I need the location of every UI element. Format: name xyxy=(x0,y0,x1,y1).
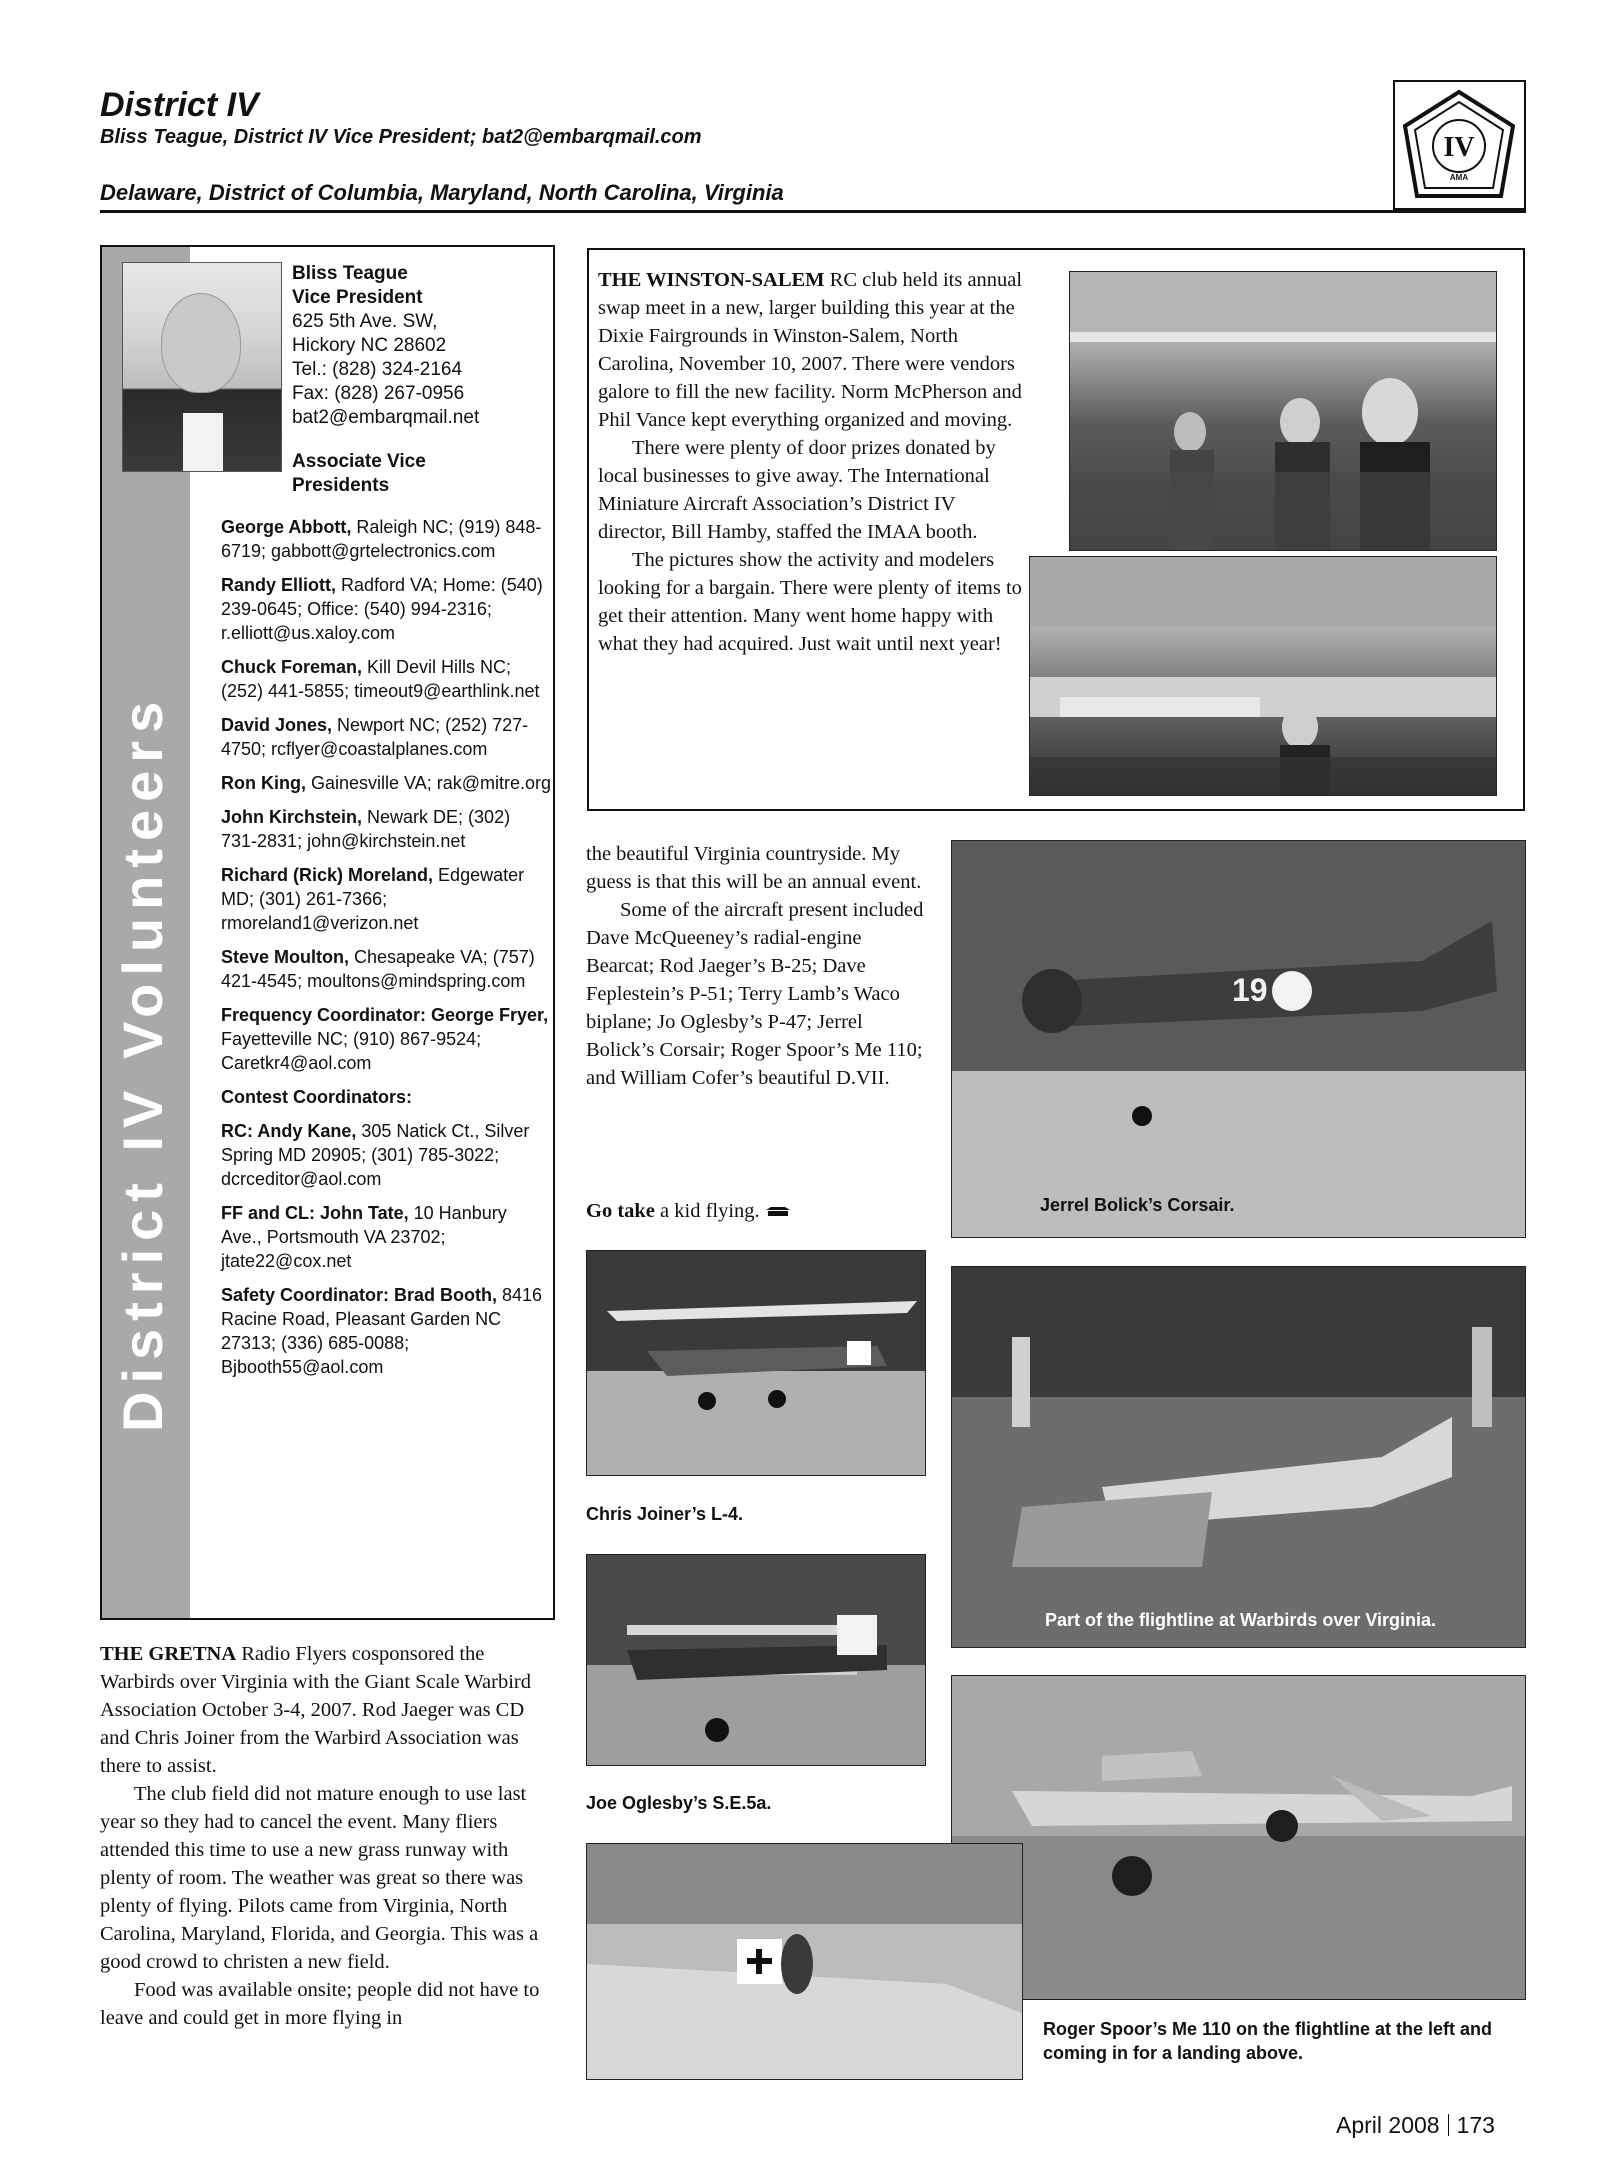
volunteer-entry xyxy=(221,771,551,795)
volunteer-contact: 8416 Racine Road, Pleasant Garden NC 27313; (336) 685-0088; Bjbooth55@aol.com xyxy=(221,1285,543,1377)
volunteer-entry xyxy=(221,805,551,853)
me110-flightline-illustration xyxy=(587,1844,1023,2080)
volunteer-contact: Radford VA; Home: (540) 239-0645; Office: (540) 994-2316; r.elliott@us.xaloy.com xyxy=(221,575,543,643)
volunteer-name: Chuck Foreman, xyxy=(221,657,363,677)
volunteers-title-text: District IV Volunteers xyxy=(111,693,174,1432)
corsair-caption: Jerrel Bolick’s Corsair. xyxy=(1040,1195,1235,1215)
header-rule xyxy=(100,210,1526,213)
article-text: Radio Flyers cosponsored the Warbirds over Virginia with the Giant Scale Warbird Association October 3-4, 2007. Rod Jaeger was CD and Chris Joiner from the Warbird Association was there to assist. xyxy=(100,1643,531,1777)
swap-meet-crowd-illustration xyxy=(1070,272,1497,551)
volunteer-entry xyxy=(221,1085,551,1109)
flightline-photo xyxy=(951,1266,1526,1648)
volunteer-list xyxy=(221,515,551,1389)
page-footer xyxy=(1336,2112,1495,2139)
article-lead: THE WINSTON-SALEM xyxy=(598,269,825,291)
vp-telephone: Tel.: (828) 324-2164 xyxy=(292,359,463,380)
vp-address-1: 625 5th Ave. SW, xyxy=(292,311,438,332)
portrait-head xyxy=(161,293,241,393)
kid-bold: Go take xyxy=(586,1200,655,1222)
l4-illustration xyxy=(587,1251,926,1476)
volunteer-contact: 305 Natick Ct., Silver Spring MD 20905; (301) 785-3022; dcrceditor@aol.com xyxy=(221,1121,530,1189)
page-number: 173 xyxy=(1456,2112,1495,2138)
district-emblem-icon xyxy=(1395,82,1524,208)
swap-meet-tables-illustration xyxy=(1030,557,1497,796)
se5a-caption: Joe Oglesby’s S.E.5a. xyxy=(586,1793,772,1813)
portrait-shirt xyxy=(183,413,223,472)
volunteer-entry xyxy=(221,863,551,935)
gretna-article-continued xyxy=(586,840,931,1092)
vp-name: Bliss Teague xyxy=(292,263,408,284)
volunteer-name: Steve Moulton, xyxy=(221,947,350,967)
article-paragraph: There were plenty of door prizes donated by local businesses to give away. The International Miniature Aircraft Association’s District IV director, Bill Hamby, staffed the IMAA booth. xyxy=(598,437,996,543)
ama-end-mark-icon xyxy=(765,1204,791,1218)
volunteer-entry xyxy=(221,1283,551,1379)
volunteer-contact: Newark DE; (302) 731-2831; john@kirchstein.net xyxy=(221,807,511,851)
volunteer-contact: Chesapeake VA; (757) 421-4545; moultons@mindspring.com xyxy=(221,947,535,991)
volunteer-entry xyxy=(221,713,551,761)
l4-photo xyxy=(586,1250,926,1476)
vice-president-line: Bliss Teague, District IV Vice President; bat2@embarqmail.com xyxy=(100,126,702,148)
gretna-article xyxy=(100,1640,555,2032)
volunteer-contact: Gainesville VA; rak@mitre.org xyxy=(305,773,551,793)
associate-vp-heading xyxy=(292,450,552,498)
winston-salem-article xyxy=(598,266,1028,658)
vp-address-2: Hickory NC 28602 xyxy=(292,335,447,356)
volunteer-name: Contest Coordinators: xyxy=(221,1087,412,1107)
swap-meet-tables-photo xyxy=(1029,556,1497,796)
se5a-illustration xyxy=(587,1555,926,1766)
volunteer-entry xyxy=(221,1201,551,1273)
article-paragraph: Food was available onsite; people did not have to leave and could get in more flying in xyxy=(100,1979,540,2029)
corsair-photo xyxy=(951,840,1526,1238)
article-paragraph: The pictures show the activity and modelers looking for a bargain. There were plenty of items to get their attention. Many went home happy with what they had acquired. Just wait until next year! xyxy=(598,549,1022,655)
volunteer-name: Randy Elliott, xyxy=(221,575,337,595)
vp-fax: Fax: (828) 267-0956 xyxy=(292,383,465,404)
article-paragraph xyxy=(100,1640,555,1780)
vice-president-photo xyxy=(122,262,282,472)
logo-text: AMA xyxy=(1449,173,1469,182)
corsair-illustration xyxy=(952,841,1526,1238)
volunteer-entry xyxy=(221,1119,551,1191)
district-logo xyxy=(1393,80,1526,210)
volunteer-name: Safety Coordinator: Brad Booth, xyxy=(221,1285,498,1305)
district-states: Delaware, District of Columbia, Maryland, North Carolina, Virginia xyxy=(100,180,784,205)
volunteer-contact: 10 Hanbury Ave., Portsmouth VA 23702; jtate22@cox.net xyxy=(221,1203,507,1271)
kid-rest: a kid flying. xyxy=(654,1200,760,1222)
me110-landing-illustration xyxy=(952,1676,1526,2000)
volunteer-name: RC: Andy Kane, xyxy=(221,1121,357,1141)
volunteer-name: Richard (Rick) Moreland, xyxy=(221,865,434,885)
volunteer-contact: Raleigh NC; (919) 848-6719; gabbott@grtelectronics.com xyxy=(221,517,542,561)
volunteer-entry xyxy=(221,655,551,703)
article-paragraph: the beautiful Virginia countryside. My guess is that this will be an annual event. xyxy=(586,843,922,893)
me110-flightline-photo xyxy=(586,1843,1023,2080)
swap-meet-photo xyxy=(1069,271,1497,551)
me110-landing-photo xyxy=(951,1675,1526,2000)
issue-date: April 2008 xyxy=(1336,2112,1440,2138)
go-take-a-kid-flying xyxy=(586,1200,791,1223)
volunteer-name: John Kirchstein, xyxy=(221,807,363,827)
volunteer-contact: Newport NC; (252) 727-4750; rcflyer@coastalplanes.com xyxy=(221,715,529,759)
volunteer-entry xyxy=(221,945,551,993)
vp-role: Vice President xyxy=(292,287,423,308)
volunteer-contact: Kill Devil Hills NC; (252) 441-5855; timeout9@earthlink.net xyxy=(221,657,540,701)
article-paragraph: The club field did not mature enough to use last year so they had to cancel the event. Many fliers attended this time to use a new grass runway with plenty of room. The weather was great so there was plenty of flying. Pilots came from Virginia, North Carolina, Maryland, Florida, and Georgia. This was a good crowd to christen a new field. xyxy=(100,1783,539,1973)
se5a-photo xyxy=(586,1554,926,1766)
associate-heading-line-1: Associate Vice xyxy=(292,451,426,472)
me110-caption: Roger Spoor’s Me 110 on the flightline at the left and coming in for a landing above. xyxy=(1043,2019,1493,2063)
volunteer-name: FF and CL: John Tate, xyxy=(221,1203,409,1223)
volunteer-name: Ron King, xyxy=(221,773,306,793)
vice-president-info xyxy=(292,262,552,430)
volunteer-entry xyxy=(221,1003,551,1075)
page-title: District IV xyxy=(100,86,259,124)
volunteer-entry xyxy=(221,515,551,563)
article-paragraph xyxy=(598,266,1028,434)
volunteer-name: Frequency Coordinator: George Fryer, xyxy=(221,1005,549,1025)
flightline-illustration xyxy=(952,1267,1526,1648)
volunteer-contact: Fayetteville NC; (910) 867-9524; Caretkr4@aol.com xyxy=(221,1029,482,1073)
logo-numeral: IV xyxy=(1443,132,1475,163)
article-text: RC club held its annual swap meet in a new, larger building this year at the Dixie Fairgrounds in Winston-Salem, North Carolina, November 10, 2007. There were vendors galore to fill the new facility. Norm McPherson and Phil Vance kept everything organized and moving. xyxy=(598,269,1023,431)
vp-email: bat2@embarqmail.net xyxy=(292,407,480,428)
volunteer-name: David Jones, xyxy=(221,715,333,735)
flightline-caption: Part of the flightline at Warbirds over Virginia. xyxy=(1045,1610,1437,1630)
volunteer-entry xyxy=(221,573,551,645)
article-paragraph: Some of the aircraft present included Dave McQueeney’s radial-engine Bearcat; Rod Jaeger’s B-25; Dave Feplestein’s P-51; Terry Lamb’s Waco biplane; Jo Oglesby’s P-47; Jerrel Bolick’s Corsair; Roger Spoor’s Me 110; and William Cofer’s beautiful D.VII. xyxy=(586,899,924,1089)
article-lead: THE GRETNA xyxy=(100,1643,237,1665)
l4-caption: Chris Joiner’s L-4. xyxy=(586,1504,744,1524)
associate-heading-line-2: Presidents xyxy=(292,475,390,496)
volunteer-contact: Edgewater MD; (301) 261-7366; rmoreland1@verizon.net xyxy=(221,865,525,933)
volunteer-name: George Abbott, xyxy=(221,517,352,537)
svg-text:19: 19 xyxy=(1232,972,1268,1008)
footer-separator xyxy=(1448,2114,1449,2136)
